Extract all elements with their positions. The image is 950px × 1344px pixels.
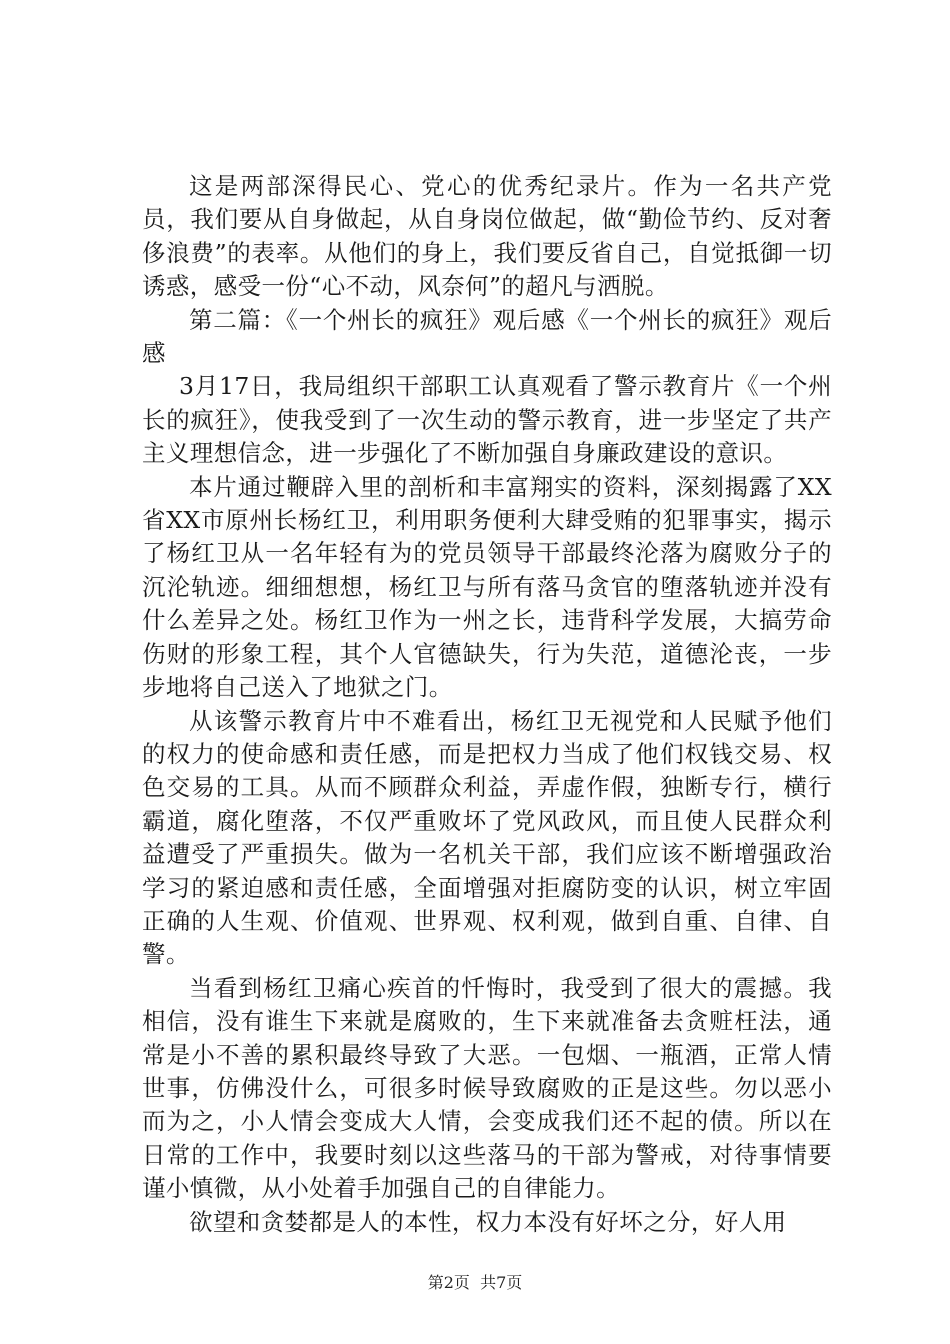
paragraph-reflection: 当看到杨红卫痛心疾首的忏悔时，我受到了很大的震撼。我相信，没有谁生下来就是腐败的，生下来就准备去贪赃枉法，通常是小不善的累积最终导致了大恶。一包烟、一瓶酒，正常人情世事，仿佛没什么，可很多时候导致腐败的正是这些。勿以恶小而为之，小人情会变成大人情，会变成我们还不起的债。所以在日常的工作中，我要时刻以这些落马的干部为警戒，对待事情要谨小慎微，从小处着手加强自己的自律能力。 bbox=[142, 973, 832, 1203]
paragraph-intro: 这是两部深得民心、党心的优秀纪录片。作为一名共产党员，我们要从自身做起，从自身岗位做起，做“勤俭节约、反对奢侈浪费”的表率。从他们的身上，我们要反省自己，自觉抵御一切诱惑，感受一份“心不动，风奈何”的超凡与洒脱。 bbox=[142, 172, 832, 301]
page-footer bbox=[0, 1272, 950, 1294]
paragraph-closing: 欲望和贪婪都是人的本性，权力本没有好坏之分，好人用 bbox=[189, 1207, 787, 1236]
paragraph-analysis: 本片通过鞭辟入里的剖析和丰富翔实的资料，深刻揭露了XX省XX市原州长杨红卫，利用职务便利大肆受贿的犯罪事实，揭示了杨红卫从一名年轻有为的党员领导干部最终沦落为腐败分子的沉沦轨迹。细细想想，杨红卫与所有落马贪官的堕落轨迹并没有什么差异之处。杨红卫作为一州之长，违背科学发展，大搞劳命伤财的形象工程，其个人官德缺失，行为失范，道德沦丧，一步步地将自己送入了地狱之门。 bbox=[142, 472, 832, 702]
section-heading: 第二篇：《一个州长的疯狂》观后感《一个州长的疯狂》观后感 bbox=[142, 305, 832, 368]
page-number: 第2页 共7页 bbox=[427, 1273, 523, 1292]
paragraph-date: 3月17日，我局组织干部职工认真观看了警示教育片《一个州长的疯狂》，使我受到了一次生动的警示教育，进一步坚定了共产主义理想信念，进一步强化了不断加强自身廉政建设的意识。 bbox=[142, 372, 832, 468]
paragraph-lesson: 从该警示教育片中不难看出，杨红卫无视党和人民赋予他们的权力的使命感和责任感，而是把权力当成了他们权钱交易、权色交易的工具。从而不顾群众利益，弄虚作假，独断专行，横行霸道，腐化堕落，不仅严重败坏了党风政风，而且使人民群众利益遭受了严重损失。做为一名机关干部，我们应该不断增强政治学习的紧迫感和责任感，全面增强对拒腐防变的认识，树立牢固正确的人生观、价值观、世界观、权利观，做到自重、自律、自警。 bbox=[142, 706, 832, 969]
document-body bbox=[142, 170, 832, 1239]
